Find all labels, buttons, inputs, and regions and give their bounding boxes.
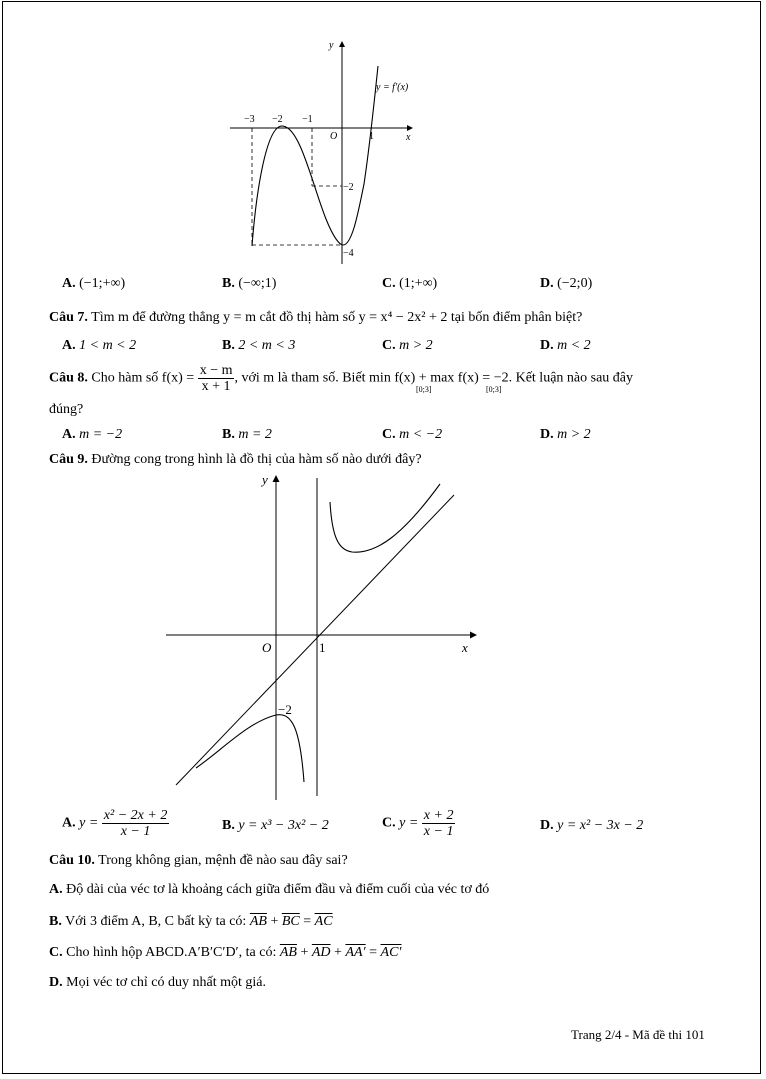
q7-option-a[interactable]: A. 1 < m < 2 bbox=[62, 338, 137, 353]
graph2-lower-branch bbox=[196, 715, 304, 782]
page-footer: Trang 2/4 - Mã đề thi 101 bbox=[571, 1027, 705, 1042]
graph1-tick-y-minus4: −4 bbox=[343, 248, 354, 259]
hyperbola-graph bbox=[166, 470, 482, 800]
q8-option-c[interactable]: C. m < −2 bbox=[382, 427, 443, 442]
q10-option-b[interactable]: B. Với 3 điểm A, B, C bất kỳ ta có: $\overline{AB} + \overline{BC} = \overline{AC}$ bbox=[49, 914, 333, 929]
q8-question: Câu 8. Cho hàm số f(x) = $\frac{x - m}{x + 1}$ , với m là tham số. Biết min f(x) + max f(x) = −2. Kết luận nào sau đây bbox=[49, 363, 633, 394]
q8-option-a[interactable]: A. m = −2 bbox=[62, 427, 123, 442]
graph2-upper-branch bbox=[330, 484, 440, 552]
graph1-origin: O bbox=[330, 131, 338, 142]
graph2-tick-1: 1 bbox=[319, 640, 326, 655]
graph1-curve-label: y = f′(x) bbox=[376, 82, 409, 93]
q9-option-b[interactable]: B. y = x³ − 3x² − 2 bbox=[222, 818, 329, 833]
q7-option-c[interactable]: C. m > 2 bbox=[382, 338, 433, 353]
q8-fraction: $\frac{x - m}{x + 1}$ bbox=[199, 363, 233, 394]
q10-question: Câu 10. Trong không gian, mệnh đề nào sau đây sai? bbox=[49, 853, 348, 868]
graph1-tick-minus3: −3 bbox=[244, 114, 255, 125]
q8-option-d[interactable]: D. m > 2 bbox=[540, 427, 591, 442]
graph1-curve bbox=[252, 66, 378, 246]
q7-question: Câu 7. Tìm m để đường thẳng y = m cắt đồ thị hàm số y = x⁴ − 2x² + 2 tại bốn điểm phân biệt? bbox=[49, 310, 583, 325]
q6-option-a[interactable]: A. (−1;+∞) bbox=[62, 276, 126, 291]
q6-option-d[interactable]: D. (−2;0) bbox=[540, 276, 593, 291]
graph1-x-label: x bbox=[406, 132, 411, 143]
q7-option-d[interactable]: D. m < 2 bbox=[540, 338, 591, 353]
q6-option-b[interactable]: B. (−∞;1) bbox=[222, 276, 277, 291]
q9-option-a[interactable]: A. y = $\frac{\text{x² − 2x + 2}}{x - 1}$ bbox=[62, 808, 168, 839]
graph2-origin: O bbox=[262, 640, 272, 655]
q9-option-c[interactable]: C. y = $\frac{x + 2}{x - 1}$ bbox=[382, 808, 454, 839]
q9-option-d[interactable]: D. y = x² − 3x − 2 bbox=[540, 818, 644, 833]
graph2-y-label: y bbox=[262, 472, 268, 487]
graph1-tick-1: 1 bbox=[369, 131, 374, 142]
q8-question-end: đúng? bbox=[49, 402, 84, 417]
q10-option-a[interactable]: A. Độ dài của véc tơ là khoảng cách giữa điểm đầu và điểm cuối của véc tơ đó bbox=[49, 882, 490, 897]
graph1-tick-minus2: −2 bbox=[272, 114, 283, 125]
graph1-y-label: y bbox=[329, 40, 334, 51]
q6-option-c[interactable]: C. (1;+∞) bbox=[382, 276, 438, 291]
graph1-tick-y-minus2: −2 bbox=[343, 182, 354, 193]
graph2-tick-minus2: −2 bbox=[278, 702, 292, 717]
q8-option-b[interactable]: B. m = 2 bbox=[222, 427, 272, 442]
q9-question: Câu 9. Đường cong trong hình là đồ thị của hàm số nào dưới đây? bbox=[49, 452, 422, 467]
graph1-tick-minus1: −1 bbox=[302, 114, 313, 125]
graph2-x-label: x bbox=[462, 640, 468, 655]
q8-min-subscript: [0;3] bbox=[416, 385, 432, 394]
graph2-oblique-asymptote bbox=[176, 495, 454, 785]
q10-option-d[interactable]: D. Mọi véc tơ chỉ có duy nhất một giá. bbox=[49, 975, 266, 990]
q7-option-b[interactable]: B. 2 < m < 3 bbox=[222, 338, 296, 353]
q8-max-subscript: [0;3] bbox=[486, 385, 502, 394]
q10-option-c[interactable]: C. Cho hình hộp ABCD.A′B′C′D′, ta có: $\overline{AB} + \overline{AD} + AA' = AC'$ bbox=[49, 945, 402, 960]
derivative-graph bbox=[230, 34, 430, 264]
